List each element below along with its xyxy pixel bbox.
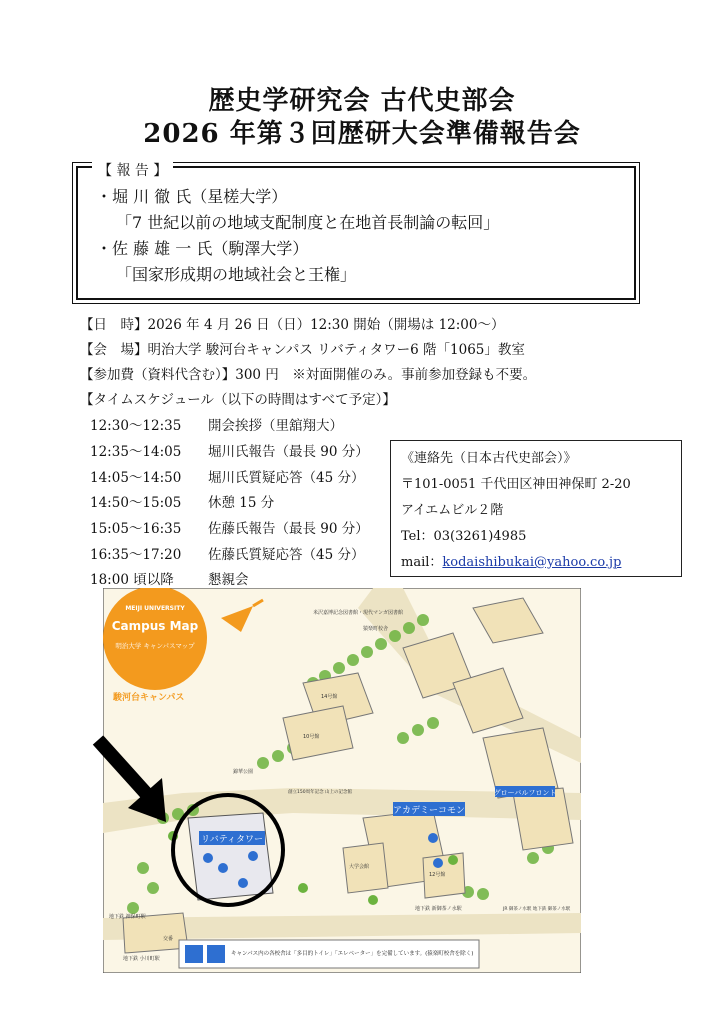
contact-tel: Tel：03(3261)4985 bbox=[401, 529, 527, 544]
speaker-2: ・佐 藤 雄 一 氏（駒澤大学） bbox=[96, 239, 309, 258]
map-label-bldg12: 12号館 bbox=[429, 872, 446, 878]
schedule-row bbox=[90, 543, 364, 563]
schedule-time: 18:00 頃以降 bbox=[90, 572, 174, 588]
mail-label: mail： bbox=[401, 555, 443, 570]
map-university: MEIJI UNIVERSITY bbox=[125, 605, 185, 612]
schedule-item: 堀川氏質疑応答（45 分） bbox=[208, 470, 365, 486]
elevator-icon bbox=[207, 945, 225, 963]
venue-line: 【会 場】明治大学 駿河台キャンパス リバティタワー6 階「1065」教室 bbox=[80, 342, 525, 358]
map-label-police: 交番 bbox=[163, 936, 174, 942]
schedule-row bbox=[90, 568, 249, 588]
map-notice: キャンパス内の各校舎は「多目的トイレ」「エレベーター」を完備しています。(猿楽町校舎を除く) bbox=[231, 951, 474, 957]
schedule-item: 開会挨拶（里舘翔大） bbox=[208, 418, 343, 434]
title-line-2: 2026 年第３回歴研大会準備報告会 bbox=[143, 119, 581, 149]
fee-line: 【参加費（資料代含む）】300 円 ※対面開催のみ。事前参加登録も不要。 bbox=[80, 367, 537, 383]
map-label-monument: 創立150周年記念 山上の記念館 bbox=[288, 790, 353, 795]
map-label-hall: 大学会館 bbox=[349, 864, 370, 870]
map-label-bldg10: 10号館 bbox=[303, 734, 320, 740]
schedule-row bbox=[90, 491, 274, 511]
wheelchair-icon bbox=[185, 945, 203, 963]
map-campus-map-jp: 明治大学 キャンパスマップ bbox=[115, 642, 195, 650]
schedule-row bbox=[90, 414, 343, 434]
map-label-global-front: グローバルフロント bbox=[493, 789, 557, 797]
contact-address-2: アイエムビル２階 bbox=[401, 503, 504, 518]
map-label-liberty-tower: リバティタワー bbox=[200, 835, 264, 845]
speaker-1: ・堀 川 徹 氏（星槎大学） bbox=[96, 187, 288, 206]
schedule-row bbox=[90, 440, 369, 460]
contact-heading: 《連絡先（日本古代史部会）》 bbox=[401, 451, 577, 466]
schedule-time: 12:30～12:35 bbox=[90, 418, 182, 434]
schedule-time: 15:05～16:35 bbox=[90, 521, 182, 537]
map-label-station-jimbocho: 地下鉄 神保町駅 bbox=[109, 914, 146, 920]
contact-box bbox=[390, 440, 682, 577]
schedule-row bbox=[90, 517, 369, 537]
schedule-item: 堀川氏報告（最長 90 分） bbox=[208, 444, 369, 460]
schedule-time: 14:50～15:05 bbox=[90, 495, 182, 511]
report-title-2: 「国家形成期の地域社会と王権」 bbox=[116, 265, 357, 284]
date-line: 【日 時】2026 年 4 月 26 日（日）12:30 開始（開場は 12:00～） bbox=[80, 317, 505, 333]
map-label-park: 錦華公園 bbox=[233, 769, 254, 775]
schedule-item: 休憩 15 分 bbox=[208, 495, 275, 511]
map-label-bldg14: 14号館 bbox=[321, 694, 338, 700]
map-label-station-shinochanomizu: 地下鉄 新御茶ノ水駅 bbox=[415, 906, 462, 912]
schedule-row bbox=[90, 466, 364, 486]
map-campus-map-en: Campus Map bbox=[111, 619, 199, 633]
report-tag: 【 報 告 】 bbox=[92, 160, 173, 180]
report-title-1: 「7 世紀以前の地域支配制度と在地首長制論の転回」 bbox=[116, 213, 500, 232]
map-label-yushi: 猿楽町校舎 bbox=[363, 626, 389, 632]
map-campus-name: 駿河台キャンパス bbox=[113, 693, 185, 703]
contact-mail-row bbox=[401, 551, 621, 570]
title-line-1: 歴史学研究会 古代史部会 bbox=[208, 86, 516, 116]
schedule-item: 懇親会 bbox=[208, 572, 249, 588]
schedule-heading: 【タイムスケジュール（以下の時間はすべて予定）】 bbox=[80, 392, 396, 408]
map-label-academy-common: アカデミーコモン bbox=[393, 806, 465, 816]
map-label-library: 米沢嘉博記念図書館・現代マンガ図書館 bbox=[313, 610, 404, 616]
schedule-item: 佐藤氏質疑応答（45 分） bbox=[208, 547, 365, 563]
schedule-time: 14:05～14:50 bbox=[90, 470, 182, 486]
pointer-arrow-icon bbox=[88, 730, 188, 840]
map-label-station-ogawamachi: 地下鉄 小川町駅 bbox=[123, 956, 160, 962]
contact-address-1: 〒101-0051 千代田区神田神保町 2-20 bbox=[401, 477, 631, 492]
schedule-time: 16:35～17:20 bbox=[90, 547, 182, 563]
map-label-station-ochanomizu: JR 御茶ノ水駅 地下鉄 御茶ノ水駅 bbox=[503, 907, 571, 912]
mail-link[interactable]: kodaishibukai@yahoo.co.jp bbox=[442, 555, 622, 570]
schedule-time: 12:35～14:05 bbox=[90, 444, 182, 460]
schedule-item: 佐藤氏報告（最長 90 分） bbox=[208, 521, 369, 537]
